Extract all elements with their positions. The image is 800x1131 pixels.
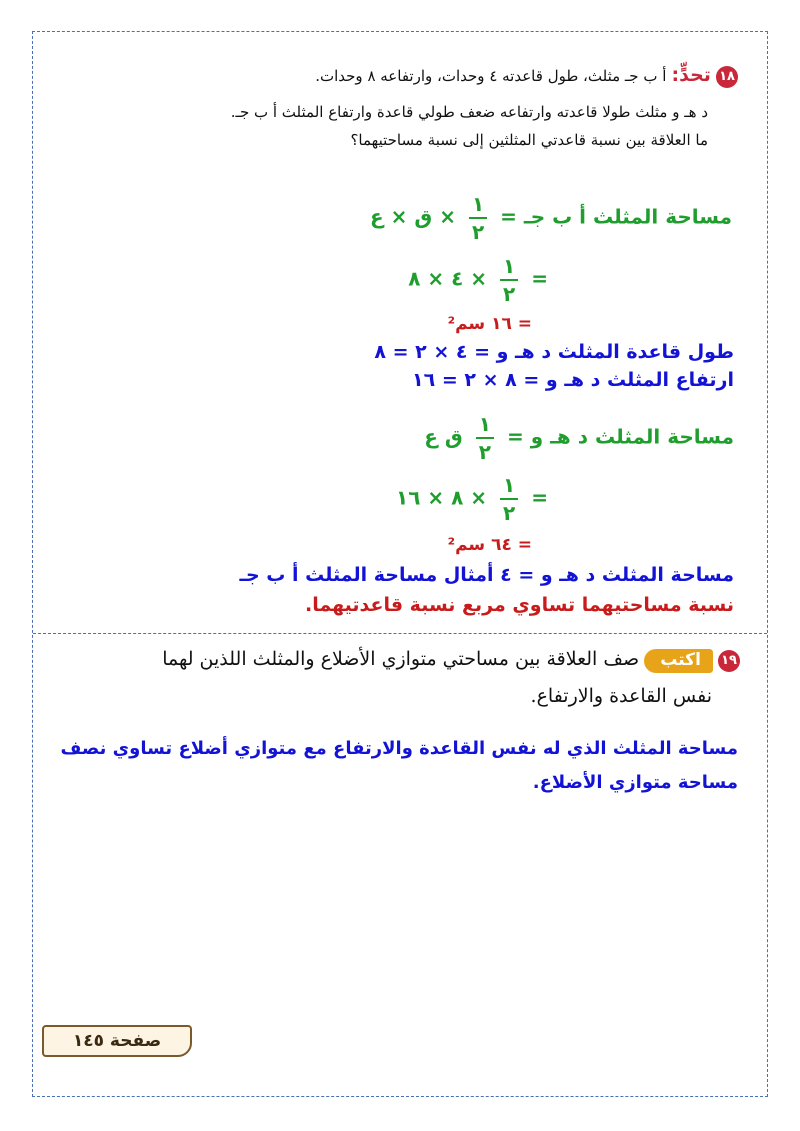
formula-label: مساحة المثلث د هـ و = xyxy=(506,424,734,449)
write-label: اكتب xyxy=(644,649,713,673)
fraction-denominator: ٢ xyxy=(503,501,516,525)
question-18-line-1 xyxy=(315,64,738,88)
question-number-badge: ١٨ xyxy=(716,66,738,88)
fraction-numerator: ١ xyxy=(476,414,494,439)
fraction-denominator: ٢ xyxy=(503,282,516,306)
fraction-denominator: ٢ xyxy=(471,220,485,244)
conclusion-line: نسبة مساحتيهما تساوي مربع نسبة قاعدتيهما. xyxy=(305,594,734,616)
question-19-line-2: نفس القاعدة والارتفاع. xyxy=(530,685,712,707)
half-fraction xyxy=(500,256,518,304)
equals-sign: = xyxy=(531,485,548,510)
question-18-line-2: د هـ و مثلث طولا قاعدته وارتفاعه ضعف طولي قاعدة وارتفاع المثلث أ ب جـ. xyxy=(230,103,708,121)
answer-19-line-1: مساحة المثلث الذي له نفس القاعدة والارتفاع مع متوازي أضلاع تساوي نصف xyxy=(60,738,738,759)
question-18-line-3: ما العلاقة بين نسبة قاعدتي المثلثين إلى نسبة مساحتيهما؟ xyxy=(350,131,708,149)
fraction-numerator: ١ xyxy=(469,194,487,219)
challenge-label: تحدٍّ: xyxy=(671,64,711,86)
half-fraction xyxy=(476,414,494,462)
area-def-formula xyxy=(424,414,734,462)
answer-19-line-2: مساحة متوازي الأضلاع. xyxy=(532,772,738,793)
formula-label: مساحة المثلث أ ب جـ = xyxy=(500,204,732,229)
area-abc-result: = ١٦ سم² xyxy=(447,314,532,334)
question-text: أ ب جـ مثلث، طول قاعدته ٤ وحدات، وارتفاعه ٨ وحدات. xyxy=(315,67,667,85)
fraction-numerator: ١ xyxy=(500,256,518,281)
section-divider xyxy=(33,633,767,634)
area-abc-substitution xyxy=(408,256,548,304)
relation-line: مساحة المثلث د هـ و = ٤ أمثال مساحة المثلث أ ب جـ xyxy=(239,564,734,586)
area-def-result: = ٦٤ سم² xyxy=(447,535,532,555)
height-def-line: ارتفاع المثلث د هـ و = ٨ × ٢ = ١٦ xyxy=(412,369,734,391)
fraction-denominator: ٢ xyxy=(478,440,491,464)
area-def-substitution xyxy=(396,475,548,523)
fraction-numerator: ١ xyxy=(500,475,518,500)
substitution-rest: × ٨ × ١٦ xyxy=(396,485,488,510)
base-def-line: طول قاعدة المثلث د هـ و = ٤ × ٢ = ٨ xyxy=(374,341,734,363)
substitution-rest: × ٤ × ٨ xyxy=(408,266,488,291)
equals-sign: = xyxy=(531,266,548,291)
half-fraction xyxy=(500,475,518,523)
area-abc-formula xyxy=(370,194,732,242)
question-19-line-1 xyxy=(162,648,740,673)
page-number-badge: صفحة ١٤٥ xyxy=(42,1025,192,1057)
formula-rest: ق ع xyxy=(424,424,463,449)
half-fraction xyxy=(469,194,487,242)
question-number-badge: ١٩ xyxy=(718,650,740,672)
question-text: صف العلاقة بين مساحتي متوازي الأضلاع والمثلث اللذين لهما xyxy=(162,648,640,670)
formula-rest: × ق × ع xyxy=(370,204,456,229)
